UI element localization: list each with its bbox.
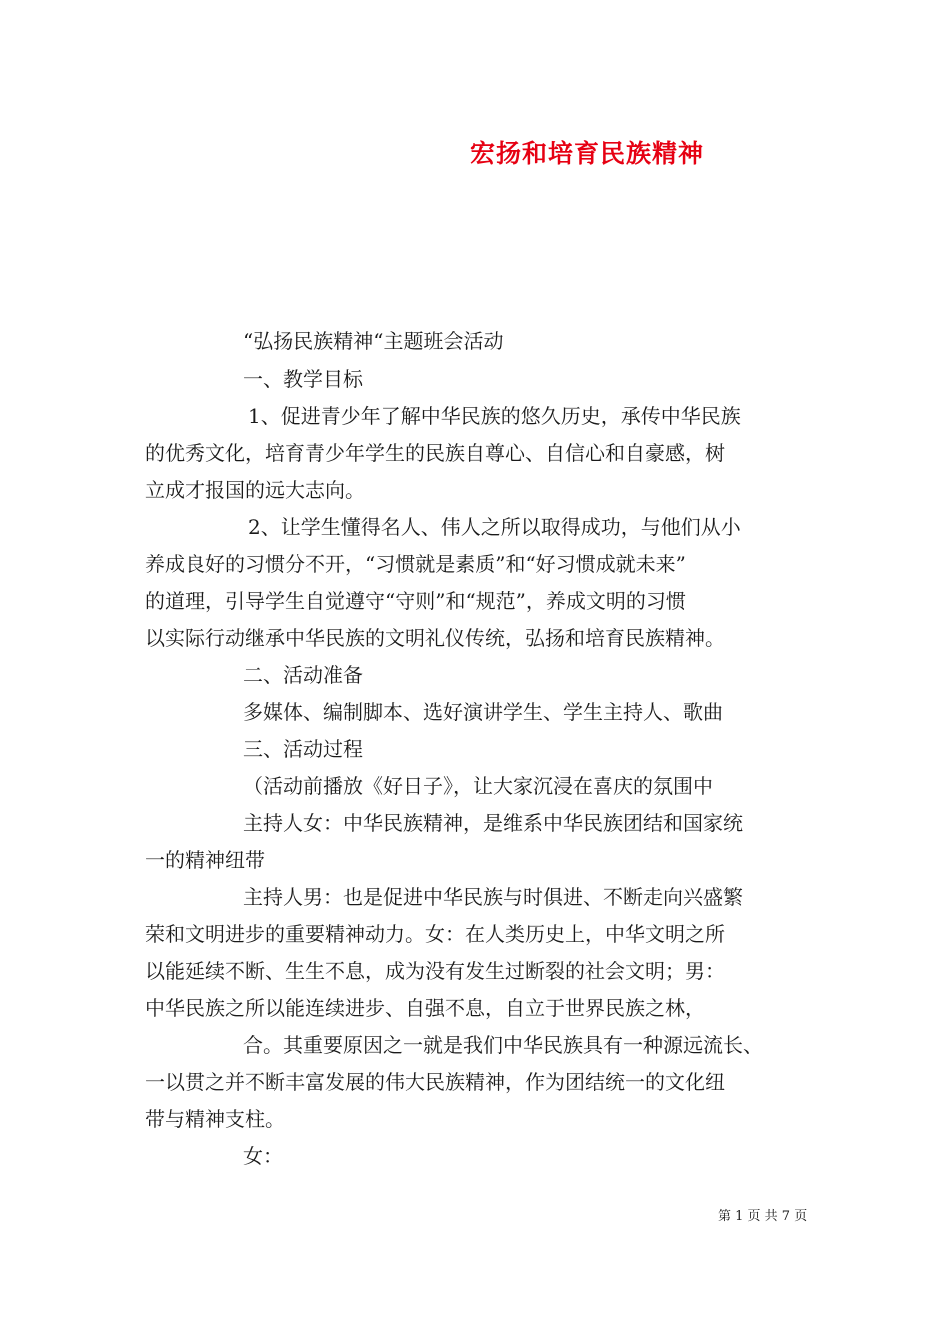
body-line: 以能延续不断、生生不息，成为没有发生过断裂的社会文明；男：: [145, 959, 725, 983]
body-line: 以实际行动继承中华民族的文明礼仪传统，弘扬和培育民族精神。: [145, 626, 725, 650]
body-line: 主持人女：中华民族精神，是维系中华民族团结和国家统: [243, 811, 743, 835]
body-line: 一的精神纽带: [145, 848, 265, 872]
body-line: 一以贯之并不断丰富发展的伟大民族精神，作为团结统一的文化纽: [145, 1070, 725, 1094]
body-line: 养成良好的习惯分不开，“习惯就是素质”和“好习惯成就未来”: [145, 552, 686, 576]
body-line: 2、让学生懂得名人、伟人之所以取得成功，与他们从小: [248, 515, 741, 539]
section-heading: 二、活动准备: [243, 663, 363, 687]
body-line: 1、促进青少年了解中华民族的悠久历史，承传中华民族: [248, 404, 741, 428]
body-line: 多媒体、编制脚本、选好演讲学生、学生主持人、歌曲: [243, 700, 723, 724]
body-line: （活动前播放《好日子》，让大家沉浸在喜庆的氛围中: [243, 774, 713, 798]
body-line: 合。其重要原因之一就是我们中华民族具有一种源远流长、: [243, 1033, 763, 1057]
body-line: 中华民族之所以能连续进步、自强不息，自立于世界民族之林，: [145, 996, 705, 1020]
body-line: 立成才报国的远大志向。: [145, 478, 365, 502]
body-line: 荣和文明进步的重要精神动力。女：在人类历史上，中华文明之所: [145, 922, 725, 946]
body-line: 的道理，引导学生自觉遵守“守则”和“规范”，养成文明的习惯: [145, 589, 686, 613]
document-title: 宏扬和培育民族精神: [470, 139, 705, 168]
body-line: 主持人男：也是促进中华民族与时俱进、不断走向兴盛繁: [243, 885, 743, 909]
body-line: 带与精神支柱。: [145, 1107, 285, 1131]
body-line: 女：: [243, 1144, 283, 1168]
page-number-footer: 第 1 页 共 7 页: [718, 1209, 808, 1224]
section-heading: 三、活动过程: [243, 737, 363, 761]
subtitle-line: “弘扬民族精神“主题班会活动: [243, 329, 504, 353]
section-heading: 一、教学目标: [243, 367, 363, 391]
body-line: 的优秀文化，培育青少年学生的民族自尊心、自信心和自豪感，树: [145, 441, 725, 465]
